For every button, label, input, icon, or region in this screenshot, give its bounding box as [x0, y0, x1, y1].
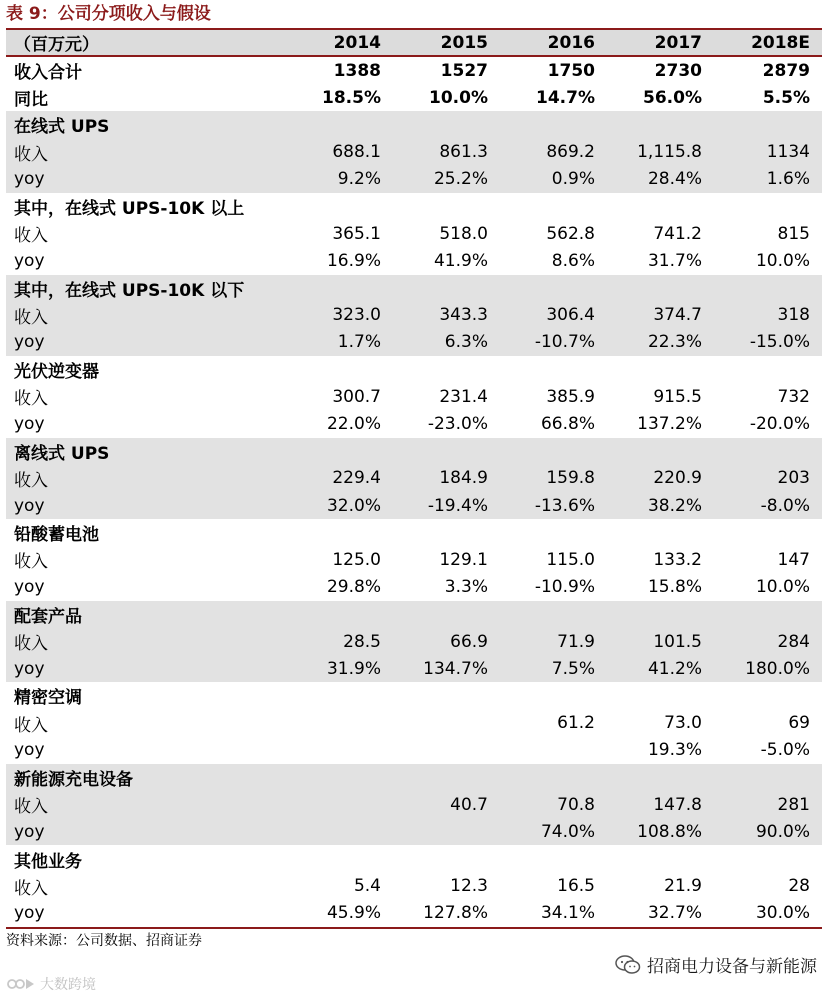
table-cell [217, 111, 395, 138]
table-cell [217, 519, 395, 546]
row-label: yoy [14, 903, 45, 924]
table-cell: 1527 [440, 60, 488, 81]
table-cell: 28.5 [343, 631, 381, 652]
table-cell: 732 [777, 386, 810, 407]
table-cell: 231.4 [439, 386, 488, 407]
table-cell [395, 710, 502, 737]
table-cell: 220.9 [653, 468, 702, 489]
table-row [6, 492, 822, 519]
table-cell [395, 764, 502, 791]
segment-title-row [6, 275, 822, 302]
table-cell: -5.0% [760, 740, 810, 761]
table-cell: 1750 [547, 60, 595, 81]
table-cell: 1,115.8 [637, 142, 702, 163]
table-cell: 73.0 [664, 713, 702, 734]
row-label: 收入 [14, 226, 48, 247]
table-cell: 815 [777, 223, 810, 244]
table-cell [217, 791, 395, 818]
row-label: 精密空调 [14, 688, 82, 709]
table-cell [217, 682, 395, 709]
table-cell: 323.0 [332, 305, 381, 326]
table-cell: 108.8% [637, 821, 702, 842]
row-label: yoy [14, 414, 45, 435]
table-cell: 3.3% [444, 577, 488, 598]
table-cell: 147.8 [653, 794, 702, 815]
table-cell [716, 682, 822, 709]
table-cell: 203 [777, 468, 810, 489]
table-cell: 125.0 [332, 549, 381, 570]
table-cell [395, 356, 502, 383]
table-cell: 34.1% [540, 903, 595, 924]
table-cell: 284 [777, 631, 810, 652]
brand-logo-icon [6, 975, 36, 993]
table-cell [716, 438, 822, 465]
row-label: 收入 [14, 552, 48, 573]
table-cell: -20.0% [749, 414, 810, 435]
table-cell [716, 356, 822, 383]
table-cell [502, 356, 609, 383]
table-cell: 306.4 [546, 305, 595, 326]
source-note: 资料来源：公司数据、招商证券 [6, 933, 202, 949]
row-label: （百万元） [14, 35, 99, 55]
table-cell [609, 356, 716, 383]
table-cell: 15.8% [647, 577, 702, 598]
table-cell: 61.2 [557, 713, 595, 734]
table-cell [395, 111, 502, 138]
table-row [6, 873, 822, 900]
table-cell [395, 193, 502, 220]
table-cell [609, 682, 716, 709]
table-cell: 14.7% [536, 87, 595, 108]
row-label: 收入 [14, 634, 48, 655]
table-cell: 2014 [333, 32, 381, 53]
table-cell: 22.0% [326, 414, 381, 435]
table-cell [395, 818, 502, 845]
table-cell: -23.0% [427, 414, 488, 435]
table-cell [609, 601, 716, 628]
row-label: 在线式 UPS [14, 117, 110, 138]
table-cell: 365.1 [332, 223, 381, 244]
table-cell: 915.5 [653, 386, 702, 407]
table-cell: -10.7% [534, 332, 595, 353]
segment-title-row [6, 111, 822, 138]
table-cell [609, 519, 716, 546]
row-label: 其他业务 [14, 851, 82, 872]
row-label: 收入 [14, 144, 48, 165]
table-row [6, 220, 822, 247]
table-cell [395, 682, 502, 709]
table-cell: 281 [777, 794, 810, 815]
table-cell: 2879 [762, 60, 810, 81]
watermark [615, 952, 817, 977]
table-cell: 688.1 [332, 142, 381, 163]
table-cell: 6.3% [444, 332, 488, 353]
header-row [6, 29, 822, 56]
table-cell: 159.8 [546, 468, 595, 489]
table-cell: 562.8 [546, 223, 595, 244]
table-cell: 30.0% [755, 903, 810, 924]
table-cell: 127.8% [423, 903, 488, 924]
table-cell: 66.8% [540, 414, 595, 435]
table-cell [609, 111, 716, 138]
table-cell: 229.4 [332, 468, 381, 489]
segment-title-row [6, 193, 822, 220]
table-cell [217, 601, 395, 628]
table-cell: 41.2% [647, 658, 702, 679]
table-cell [395, 438, 502, 465]
table-row [6, 329, 822, 356]
row-label: 离线式 UPS [14, 443, 110, 464]
table-row [6, 139, 822, 166]
table-cell: 133.2 [653, 549, 702, 570]
table-cell: 137.2% [637, 414, 702, 435]
table-cell: 0.9% [551, 169, 595, 190]
table-cell: 184.9 [439, 468, 488, 489]
table-cell: 74.0% [540, 821, 595, 842]
table-cell: 21.9 [664, 876, 702, 897]
row-label: 铅酸蓄电池 [14, 525, 99, 546]
table-cell: 1.6% [766, 169, 810, 190]
table-cell [716, 845, 822, 872]
table-cell: 2017 [654, 32, 702, 53]
table-cell: 16.9% [326, 250, 381, 271]
segment-title-row [6, 356, 822, 383]
segment-title-row [6, 438, 822, 465]
row-label: yoy [14, 332, 45, 353]
table-cell: 41.9% [433, 250, 488, 271]
table-cell: -10.9% [534, 577, 595, 598]
table-row [6, 655, 822, 682]
table-cell: 2016 [547, 32, 595, 53]
table-cell: 5.5% [762, 87, 810, 108]
table-cell: 2015 [440, 32, 488, 53]
table-row [6, 410, 822, 437]
segment-title-row [6, 519, 822, 546]
table-cell: 16.5 [557, 876, 595, 897]
table-cell [217, 356, 395, 383]
table-cell: 32.0% [326, 495, 381, 516]
table-cell: 45.9% [326, 903, 381, 924]
brand-logo [6, 974, 96, 994]
row-label: 新能源充电设备 [14, 769, 133, 790]
table-cell [716, 275, 822, 302]
revenue-table [6, 28, 822, 929]
table-row [6, 791, 822, 818]
brand-logo-text: 大数跨境 [40, 977, 96, 993]
row-label: yoy [14, 495, 45, 516]
table-cell: 518.0 [439, 223, 488, 244]
table-cell: 32.7% [647, 903, 702, 924]
row-label: 其中，在线式 UPS-10K 以下 [14, 280, 245, 301]
table-cell: 40.7 [450, 794, 488, 815]
table-cell [609, 275, 716, 302]
table-cell: 56.0% [643, 87, 702, 108]
row-label: 配套产品 [14, 606, 82, 627]
table-row [6, 302, 822, 329]
table-cell [217, 438, 395, 465]
table-cell: 10.0% [755, 250, 810, 271]
row-label: yoy [14, 250, 45, 271]
watermark-text: 招商电力设备与新能源 [647, 957, 817, 977]
table-cell [609, 764, 716, 791]
table-cell [716, 193, 822, 220]
table-cell: -19.4% [427, 495, 488, 516]
table-cell: 861.3 [439, 142, 488, 163]
table-cell: 25.2% [433, 169, 488, 190]
table-cell [502, 601, 609, 628]
table-cell: 101.5 [653, 631, 702, 652]
row-label: 同比 [14, 90, 48, 111]
table-cell: 869.2 [546, 142, 595, 163]
row-label: yoy [14, 169, 45, 190]
table-cell: 10.0% [429, 87, 488, 108]
table-row [6, 710, 822, 737]
table-cell [716, 601, 822, 628]
table-cell [217, 764, 395, 791]
row-label: 收入 [14, 470, 48, 491]
table-cell [395, 737, 502, 764]
table-row [6, 546, 822, 573]
table-cell: 29.8% [326, 577, 381, 598]
table-cell: 71.9 [557, 631, 595, 652]
table-row [6, 465, 822, 492]
table-cell [217, 737, 395, 764]
table-cell [609, 845, 716, 872]
table-row [6, 900, 822, 928]
table-cell: 31.7% [647, 250, 702, 271]
table-row [6, 166, 822, 193]
table-cell: 1.7% [337, 332, 381, 353]
table-cell: 31.9% [326, 658, 381, 679]
row-label: 收入 [14, 797, 48, 818]
table-row [6, 247, 822, 274]
table-row [6, 628, 822, 655]
table-caption: 表 9：公司分项收入与假设 [6, 4, 211, 24]
table-cell: 7.5% [551, 658, 595, 679]
table-cell [217, 845, 395, 872]
table-cell: -13.6% [534, 495, 595, 516]
table-cell: 38.2% [647, 495, 702, 516]
table-cell [395, 845, 502, 872]
table-cell: 134.7% [423, 658, 488, 679]
table-cell: 70.8 [557, 794, 595, 815]
table-cell: 180.0% [745, 658, 810, 679]
table-cell [609, 193, 716, 220]
total-row [6, 56, 822, 84]
row-label: yoy [14, 658, 45, 679]
table-cell [395, 519, 502, 546]
table-cell [217, 818, 395, 845]
table-cell [502, 519, 609, 546]
table-row [6, 818, 822, 845]
segment-title-row [6, 682, 822, 709]
table-cell: -15.0% [749, 332, 810, 353]
table-cell: 129.1 [439, 549, 488, 570]
table-cell: 69 [788, 713, 810, 734]
table-cell [217, 710, 395, 737]
row-label: 其中，在线式 UPS-10K 以上 [14, 199, 245, 220]
table-row [6, 574, 822, 601]
table-cell: 115.0 [546, 549, 595, 570]
table-cell: 1388 [333, 60, 381, 81]
row-label: 收入 [14, 878, 48, 899]
table-cell: 741.2 [653, 223, 702, 244]
table-cell: 385.9 [546, 386, 595, 407]
table-cell [395, 601, 502, 628]
table-cell: 8.6% [551, 250, 595, 271]
segment-title-row [6, 764, 822, 791]
table-cell [716, 519, 822, 546]
table-cell [716, 764, 822, 791]
table-cell [502, 682, 609, 709]
table-cell: 300.7 [332, 386, 381, 407]
row-label: 收入 [14, 389, 48, 410]
table-cell [502, 193, 609, 220]
table-cell [502, 111, 609, 138]
table-cell: 66.9 [450, 631, 488, 652]
table-cell [716, 111, 822, 138]
table-cell: 1134 [766, 142, 810, 163]
segment-title-row [6, 601, 822, 628]
row-label: yoy [14, 740, 45, 761]
table-cell [395, 275, 502, 302]
table-cell [609, 438, 716, 465]
row-label: 收入合计 [14, 63, 82, 84]
table-cell: 19.3% [647, 740, 702, 761]
row-label: 收入 [14, 715, 48, 736]
table-cell: 318 [777, 305, 810, 326]
table-cell: 22.3% [647, 332, 702, 353]
table-cell: 2730 [654, 60, 702, 81]
wechat-icon [615, 954, 641, 976]
total-row [6, 84, 822, 111]
segment-title-row [6, 845, 822, 872]
table-cell [502, 275, 609, 302]
table-cell [502, 438, 609, 465]
table-cell: 12.3 [450, 876, 488, 897]
table-cell: 2018E [751, 32, 810, 53]
row-label: yoy [14, 577, 45, 598]
table-row [6, 383, 822, 410]
row-label: 收入 [14, 307, 48, 328]
table-cell: 5.4 [353, 876, 381, 897]
table-cell: 343.3 [439, 305, 488, 326]
row-label: yoy [14, 821, 45, 842]
table-cell: 90.0% [755, 821, 810, 842]
table-cell [502, 764, 609, 791]
table-row [6, 737, 822, 764]
table-cell [502, 737, 609, 764]
table-cell: 374.7 [653, 305, 702, 326]
table-cell: -8.0% [760, 495, 810, 516]
row-label: 光伏逆变器 [14, 362, 99, 383]
table-cell: 28 [788, 876, 810, 897]
table-cell: 18.5% [322, 87, 381, 108]
table-cell: 28.4% [647, 169, 702, 190]
table-cell: 10.0% [755, 577, 810, 598]
table-cell: 9.2% [337, 169, 381, 190]
table-cell: 147 [777, 549, 810, 570]
table-cell [502, 845, 609, 872]
